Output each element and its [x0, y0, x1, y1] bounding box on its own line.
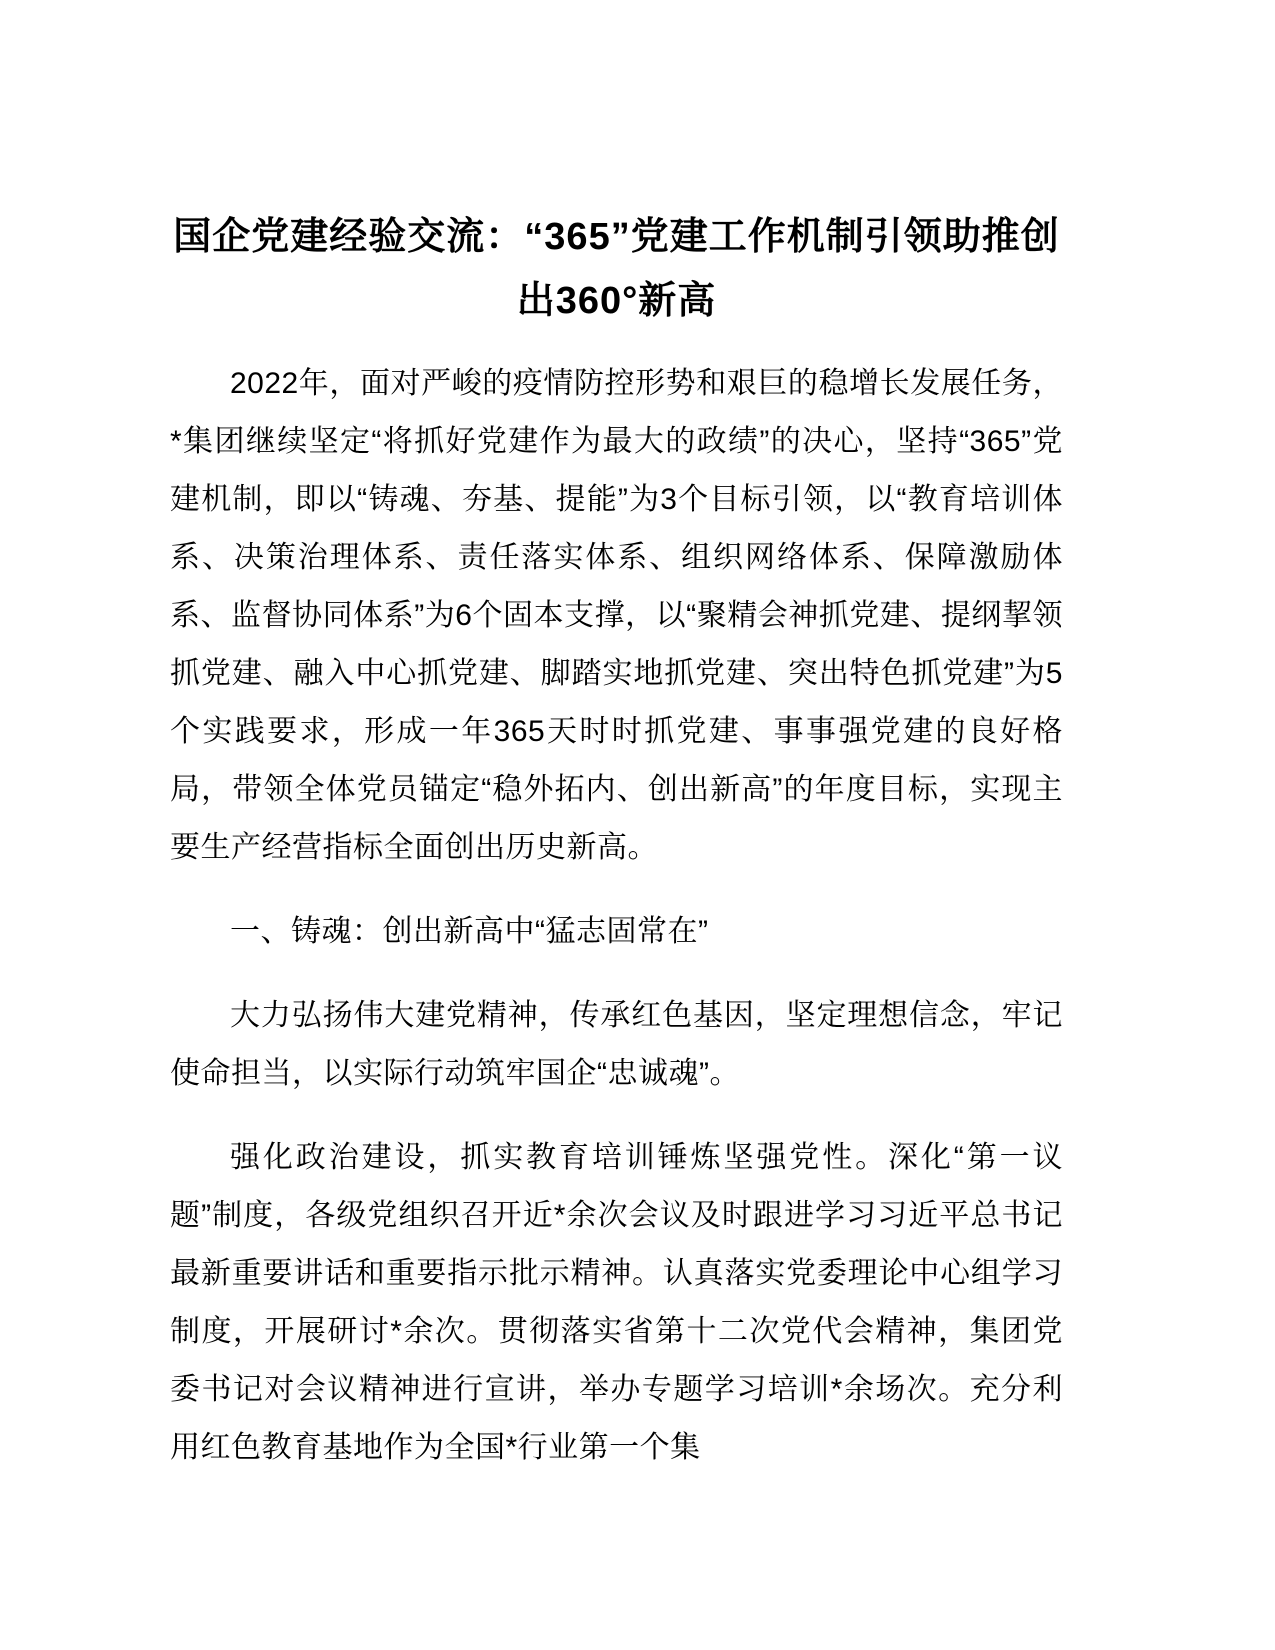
document-title: 国企党建经验交流：“365”党建工作机制引领助推创出360°新高	[173, 216, 1060, 322]
section-1-paragraph-2: 强化政治建设，抓实教育培训锤炼坚强党性。深化“第一议题”制度，各级党组织召开近*余次会议及时跟进学习习近平总书记最新重要讲话和重要指示批示精神。认真落实党委理论中心组学习制度，开展研讨*余次。贯彻落实省第十二次党代会精神，集团党委书记对会议精神进行宣讲，举办专题学习培训*余场次。充分利用红色教育基地作为全国*行业第一个集	[170, 1141, 1063, 1464]
section-1-paragraph-1: 大力弘扬伟大建党精神，传承红色基因，坚定理想信念，牢记使命担当，以实际行动筑牢国企“忠诚魂”。	[170, 999, 1063, 1090]
intro-paragraph: 2022年，面对严峻的疫情防控形势和艰巨的稳增长发展任务，*集团继续坚定“将抓好党建作为最大的政绩”的决心，坚持“365”党建机制，即以“铸魂、夯基、提能”为3个目标引领，以“教育培训体系、决策治理体系、责任落实体系、组织网络体系、保障激励体系、监督协同体系”为6个固本支撑，以“聚精会神抓党建、提纲挈领抓党建、融入中心抓党建、脚踏实地抓党建、突出特色抓党建”为5个实践要求，形成一年365天时时抓党建、事事强党建的良好格局，带领全体党员锚定“稳外拓内、创出新高”的年度目标，实现主要生产经营指标全面创出历史新高。	[170, 367, 1063, 864]
section-1-heading: 一、铸魂：创出新高中“猛志固常在”	[230, 915, 709, 948]
